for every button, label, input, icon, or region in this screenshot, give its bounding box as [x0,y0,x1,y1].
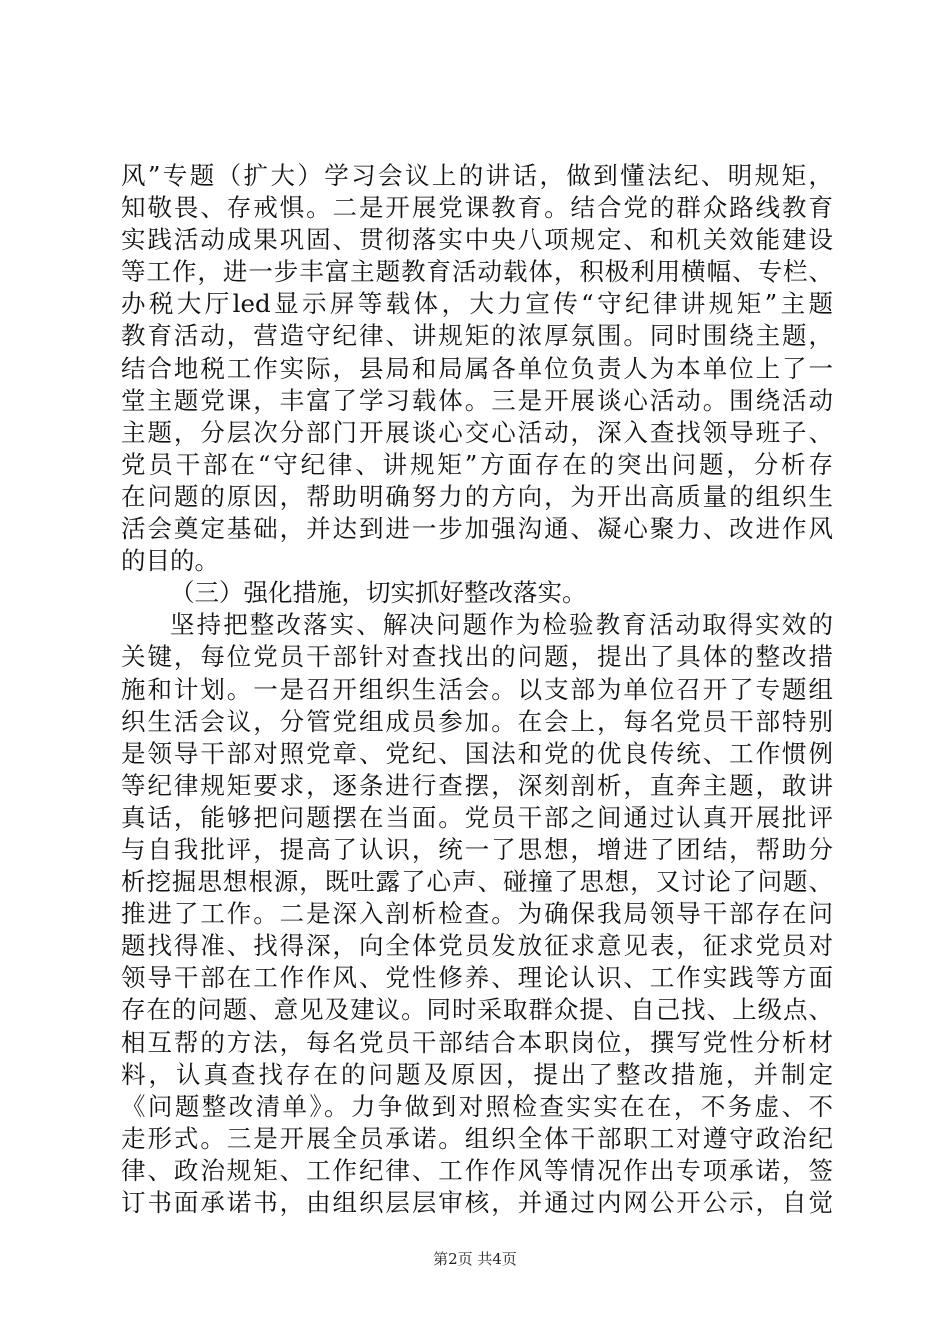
text-line: 实践活动成果巩固、贯彻落实中央八项规定、和机关效能建设 [121,225,833,255]
text-line: 走形式。三是开展全员承诺。组织全体干部职工对遵守政治纪 [121,1123,833,1153]
text-line: 办税大厅led显示屏等载体，大力宣传“守纪律讲规矩”主题 [121,289,833,319]
text-line: 真话，能够把问题摆在当面。党员干部之间通过认真开展批评 [121,802,833,832]
text-line: 《问题整改清单》。力争做到对照检查实实在在，不务虚、不 [121,1091,833,1121]
text-line: 的目的。 [121,546,219,576]
text-line: 料，认真查找存在的问题及原因，提出了整改措施，并制定 [121,1059,833,1089]
text-line: 领导干部在工作作风、党性修养、理论认识、工作实践等方面 [121,963,833,993]
text-line: 风”专题（扩大）学习会议上的讲话，做到懂法纪、明规矩， [121,161,833,190]
text-line: 等工作，进一步丰富主题教育活动载体，积极利用横幅、专栏、 [121,257,833,287]
text-line: 存在的问题、意见及建议。同时采取群众提、自己找、上级点、 [121,995,833,1025]
text-line: 结合地税工作实际，县局和局属各单位负责人为本单位上了一 [121,353,833,383]
text-line: 堂主题党课，丰富了学习载体。三是开展谈心活动。围绕活动 [121,385,833,415]
text-line: 等纪律规矩要求，逐条进行查摆，深刻剖析，直奔主题，敢讲 [121,770,833,800]
text-line: 析挖掘思想根源，既吐露了心声、碰撞了思想，又讨论了问题、 [121,867,833,897]
text-line: 是领导干部对照党章、党纪、国法和党的优良传统、工作惯例 [121,738,833,768]
text-line: 主题，分层次分部门开展谈心交心活动，深入查找领导班子、 [121,417,833,447]
section-heading: （三）强化措施，切实抓好整改落实。 [170,578,587,608]
text-line: 在问题的原因，帮助明确努力的方向，为开出高质量的组织生 [121,481,833,511]
text-line: 织生活会议，分管党组成员参加。在会上，每名党员干部特别 [121,706,833,736]
text-line: 订书面承诺书，由组织层层审核，并通过内网公开公示，自觉 [121,1188,833,1217]
text-line: 相互帮的方法，每名党员干部结合本职岗位，撰写党性分析材 [121,1027,833,1057]
page-footer [0,1248,950,1269]
page-number: 第2页 共4页 [433,1250,517,1268]
text-line: 施和计划。一是召开组织生活会。以支部为单位召开了专题组 [121,674,833,704]
text-line: 教育活动，营造守纪律、讲规矩的浓厚氛围。同时围绕主题， [121,321,833,351]
body-text [121,160,833,1219]
text-line: 知敬畏、存戒惧。二是开展党课教育。结合党的群众路线教育 [121,193,833,223]
text-line: 关键，每位党员干部针对查找出的问题，提出了具体的整改措 [121,642,833,672]
text-line: 与自我批评，提高了认识，统一了思想，增进了团结，帮助分 [121,834,833,864]
text-line: 推进了工作。二是深入剖析检查。为确保我局领导干部存在问 [121,899,833,929]
text-line: 坚持把整改落实、解决问题作为检验教育活动取得实效的 [170,610,833,640]
text-line: 题找得准、找得深，向全体党员发放征求意见表，征求党员对 [121,931,833,961]
text-line: 律、政治规矩、工作纪律、工作作风等情况作出专项承诺，签 [121,1155,833,1185]
text-line: 党员干部在“守纪律、讲规矩”方面存在的突出问题，分析存 [121,449,833,479]
text-line: 活会奠定基础，并达到进一步加强沟通、凝心聚力、改进作风 [121,514,833,544]
